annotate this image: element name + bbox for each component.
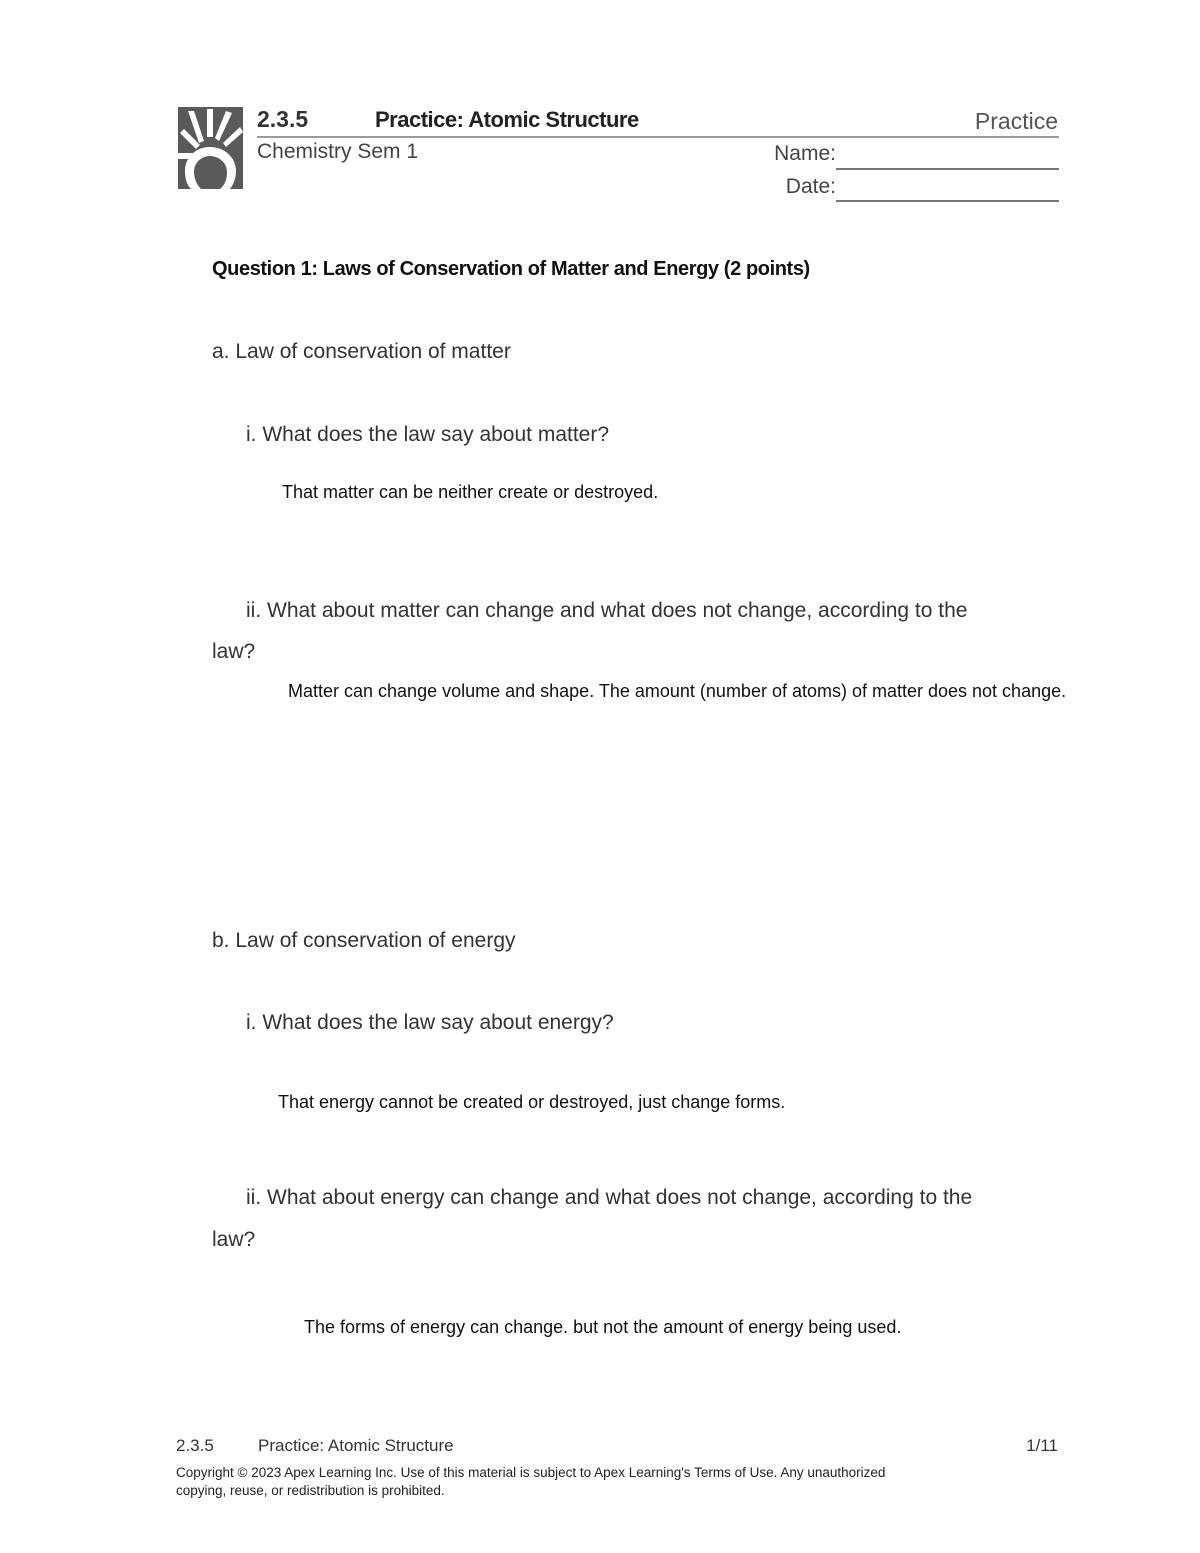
part-a-heading: a. Law of conservation of matter xyxy=(212,340,511,363)
part-a-ii-prompt: ii. What about matter can change and what does not change, according to the xyxy=(246,599,968,622)
header-lesson-title: Practice: Atomic Structure xyxy=(375,107,639,132)
part-b-heading: b. Law of conservation of energy xyxy=(212,929,516,952)
part-b-i-answer[interactable]: That energy cannot be created or destroyed, just change forms. xyxy=(278,1092,786,1112)
question-1-title: Question 1: Laws of Conservation of Matter and Energy (2 points) xyxy=(212,258,810,280)
name-field[interactable] xyxy=(836,168,1059,170)
footer-lesson-number: 2.3.5 xyxy=(176,1436,214,1455)
copyright-line-2: copying, reuse, or redistribution is prohibited. xyxy=(176,1483,445,1498)
header-lesson-number: 2.3.5 xyxy=(257,106,309,132)
footer-lesson-title: Practice: Atomic Structure xyxy=(258,1436,454,1455)
header-rule xyxy=(257,136,1059,138)
name-label: Name: xyxy=(774,142,836,165)
header-activity-type: Practice xyxy=(974,108,1058,134)
part-a-i-prompt: i. What does the law say about matter? xyxy=(246,423,610,446)
part-b-i-prompt: i. What does the law say about energy? xyxy=(246,1011,614,1034)
part-a-ii-prompt-continued: law? xyxy=(212,640,256,663)
part-b-ii-answer[interactable]: The forms of energy can change. but not the amount of energy being used. xyxy=(304,1317,902,1337)
apex-learning-logo-icon xyxy=(178,107,243,189)
part-a-ii-answer[interactable]: Matter can change volume and shape. The amount (number of atoms) of matter does not change. xyxy=(288,681,1067,701)
copyright-line-1: Copyright © 2023 Apex Learning Inc. Use of this material is subject to Apex Learning's Terms of Use. Any unauthorized xyxy=(176,1465,886,1480)
part-b-ii-prompt: ii. What about energy can change and what does not change, according to the xyxy=(246,1186,973,1209)
part-b-ii-prompt-continued: law? xyxy=(212,1228,256,1251)
part-a-i-answer[interactable]: That matter can be neither create or destroyed. xyxy=(282,482,659,502)
footer-page-number: 1/11 xyxy=(1026,1436,1058,1455)
header-course: Chemistry Sem 1 xyxy=(257,140,419,163)
date-label: Date: xyxy=(785,175,836,198)
date-field[interactable] xyxy=(836,200,1059,202)
